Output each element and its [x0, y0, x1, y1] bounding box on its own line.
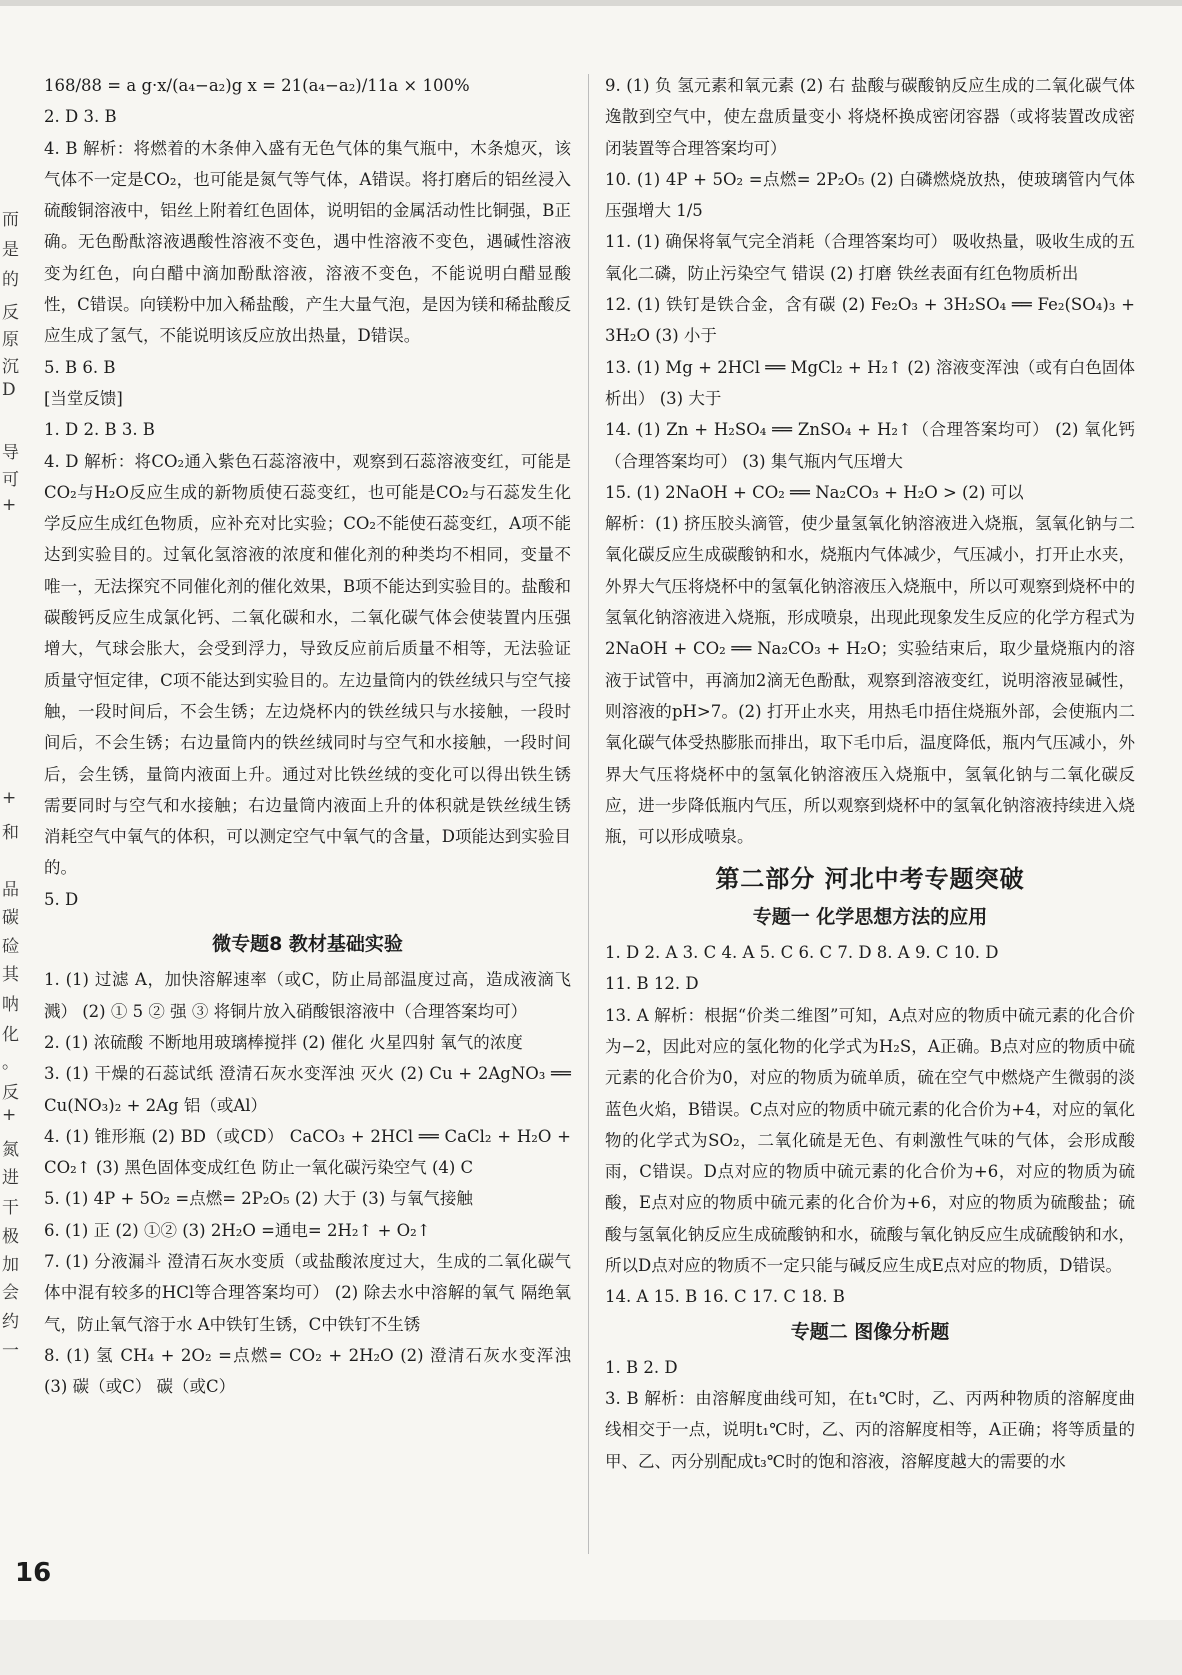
edge-char: 是 [2, 240, 19, 260]
edge-char: + [2, 1105, 17, 1125]
answer-paragraph: 9. (1) 负 氢元素和氧元素 (2) 右 盐酸与碳酸钠反应生成的二氧化碳气体逸散到空气中，使左盘质量变小 将烧杯换成密闭容器（或将装置改成密闭装置等合理答案均可） [605, 76, 1135, 158]
section-title: 微专题8 教材基础实验 [212, 933, 403, 956]
answer-line: 1. D 2. A 3. C 4. A 5. C 6. C 7. D 8. A 9. C 10. D [605, 943, 999, 963]
answer-paragraph: 12. (1) 铁钉是铁合金，含有碳 (2) Fe₂O₃ + 3H₂SO₄ ══ Fe₂(SO₄)₃ + 3H₂O (3) 小于 [605, 295, 1135, 346]
edge-char: 而 [2, 210, 19, 230]
answer-paragraph: 1. (1) 过滤 A，加快溶解速率（或C，防止局部温度过高，造成液滴飞溅） (2) ① 5 ② 强 ③ 将铜片放入硝酸银溶液中（合理答案均可） [44, 970, 571, 1021]
answer-line: 5. D [44, 889, 79, 909]
edge-char: 化 [2, 1025, 19, 1045]
answer-line: 1. D 2. B 3. B [44, 420, 155, 440]
answer-line: 5. B 6. B [44, 357, 116, 377]
answer-paragraph: 5. (1) 4P + 5O₂ =点燃= 2P₂O₅ (2) 大于 (3) 与氧气接触 [44, 1189, 473, 1209]
edge-char: 呐 [2, 995, 19, 1015]
left-column [44, 70, 571, 1402]
edge-char: 的 [2, 270, 19, 290]
answer-paragraph: 7. (1) 分液漏斗 澄清石灰水变质（或盐酸浓度过大，生成的二氧化碳气体中混有较多的HCl等合理答案均可） (2) 除去水中溶解的氧气 隔绝氧气，防止氧气溶于水 A中铁钉生锈，C中铁钉不生锈 [44, 1251, 571, 1334]
answer-line: 14. A 15. B 16. C 17. C 18. B [605, 1287, 845, 1307]
edge-char: 极 [2, 1227, 19, 1247]
edge-char: 品 [2, 880, 19, 900]
edge-char: 会 [2, 1283, 19, 1303]
answer-paragraph: 11. (1) 确保将氧气完全消耗（合理答案均可） 吸收热量，吸收生成的五氧化二磷，防止污染空气 错误 (2) 打磨 铁丝表面有红色物质析出 [605, 232, 1135, 283]
edge-char: 进 [2, 1168, 19, 1188]
edge-char: D [2, 380, 16, 400]
edge-char: 干 [2, 1198, 19, 1218]
answer-paragraph: 13. A 解析：根据“价类二维图”可知，A点对应的物质中硫元素的化合价为−2，因此对应的氢化物的化学式为H₂S，A正确。B点对应的物质中硫元素的化合价为0，对应的物质为硫单质，硫在空气中燃烧产生微弱的淡蓝色火焰，B错误。C点对应的物质中硫元素的化合价为+4，对应的氧化物的化学式为SO₂，二氧化硫是无色、有刺激性气味的气体，会形成酸雨，C错误。D点对应的物质中硫元素的化合价为+6，对应的物质为硫酸，E点对应的物质中硫元素的化合价为+6，对应的物质为硫酸盐；硫酸与氢氧化钠反应生成硫酸钠和水，硫酸与氧化钠反应生成硫酸钠和水，所以D点对应的物质不一定只能与碱反应生成E点对应的物质，D错误。 [605, 1005, 1135, 1275]
answer-paragraph: 2. (1) 浓硫酸 不断地用玻璃棒搅拌 (2) 催化 火星四射 氧气的浓度 [44, 1032, 523, 1052]
edge-char: 硷 [2, 937, 19, 957]
answer-paragraph: 6. (1) 正 (2) ①② (3) 2H₂O =通电= 2H₂↑ + O₂↑ [44, 1220, 431, 1240]
answer-paragraph: 10. (1) 4P + 5O₂ =点燃= 2P₂O₅ (2) 白磷燃烧放热，使玻璃管内气体压强增大 1/5 [605, 169, 1135, 221]
answer-paragraph: 15. (1) 2NaOH + CO₂ ══ Na₂CO₃ + H₂O > (2) 可以 [605, 482, 1024, 502]
edge-char: 其 [2, 965, 19, 985]
edge-char: 反 [2, 1083, 19, 1103]
edge-char: + [2, 495, 17, 515]
bottom-margin [0, 1620, 1182, 1675]
topic-title: 专题二 图像分析题 [790, 1320, 950, 1343]
answer-paragraph: 3. (1) 干燥的石蕊试纸 澄清石灰水变浑浊 灭火 (2) Cu + 2AgNO₃ ══ Cu(NO₃)₂ + 2Ag 铝（或Al） [44, 1064, 571, 1115]
edge-char: 导 [2, 443, 19, 463]
topic-title: 专题一 化学思想方法的应用 [752, 905, 988, 928]
page-number: 16 [15, 1558, 52, 1588]
column-divider [588, 74, 589, 1554]
edge-char: 。 [2, 1053, 19, 1073]
edge-char: 可 [2, 470, 19, 490]
edge-char: 原 [2, 330, 19, 350]
analysis-paragraph: 解析：(1) 挤压胶头滴管，使少量氢氧化钠溶液进入烧瓶，氢氧化钠与二氧化碳反应生成碳酸钠和水，烧瓶内气体减少，气压减小，打开止水夹，外界大气压将烧杯中的氢氧化钠溶液压入烧瓶中，所以可观察到烧杯中的氢氧化钠溶液进入烧瓶，形成喷泉，出现此现象发生反应的化学方程式为2NaOH + CO₂ ══ Na₂CO₃ + H₂O；实验结束后，取少量烧瓶内的溶液于试管中，再滴加2滴无色酚酞，观察到溶液变红，说明溶液显碱性，则溶液的pH>7。(2) 打开止水夹，用热毛巾捂住烧瓶外部，会使瓶内二氧化碳气体受热膨胀而排出，取下毛巾后，温度降低，瓶内气压减小，外界大气压将烧杯中的氢氧化钠溶液压入烧瓶中，氢氧化钠与二氧化碳反应，进一步降低瓶内气压，所以观察到烧杯中的氢氧化钠溶液持续进入烧瓶，可以形成喷泉。 [605, 514, 1135, 847]
edge-char: 约 [2, 1312, 19, 1332]
answer-line: 1. B 2. D [605, 1357, 678, 1377]
edge-char: 反 [2, 303, 19, 323]
top-border [0, 0, 1182, 6]
answer-paragraph: 4. D 解析：将CO₂通入紫色石蕊溶液中，观察到石蕊溶液变红，可能是CO₂与H₂O反应生成的新物质使石蕊变红，也可能是CO₂与石蕊发生化学反应生成红色物质，应补充对比实验；CO₂不能使石蕊变红，A项不能达到实验目的。过氧化氢溶液的浓度和催化剂的种类均不相同，变量不唯一，无法探究不同催化剂的催化效果，B项不能达到实验目的。盐酸和碳酸钙反应生成氯化钙、二氧化碳和水，二氧化碳气体会使装置内压强增大，气球会胀大，会受到浮力，导致反应前后质量不相等，无法验证质量守恒定律，C项不能达到实验目的。左边量筒内的铁丝绒只与空气接触，一段时间后，不会生锈；左边烧杯内的铁丝绒只与水接触，一段时间后，不会生锈；右边量筒内的铁丝绒同时与空气和水接触，一段时间后，会生锈，量筒内液面上升。通过对比铁丝绒的变化可以得出铁生锈需要同时与空气和水接触；右边量筒内液面上升的体积就是铁丝绒生锈消耗空气中氧气的体积，可以测定空气中氧气的含量，D项能达到实验目的。 [44, 451, 571, 878]
answer-line: 11. B 12. D [605, 974, 699, 994]
part-title: 第二部分 河北中考专题突破 [715, 865, 1025, 894]
answer-paragraph: 13. (1) Mg + 2HCl ══ MgCl₂ + H₂↑ (2) 溶液变浑浊（或有白色固体析出） (3) 大于 [605, 357, 1135, 408]
answer-paragraph: 14. (1) Zn + H₂SO₄ ══ ZnSO₄ + H₂↑（合理答案均可） (2) 氧化钙（合理答案均可） (3) 集气瓶内气压增大 [605, 420, 1135, 471]
left-edge-fragments [0, 60, 20, 1620]
answer-line: 2. D 3. B [44, 107, 117, 127]
answer-paragraph: 8. (1) 氢 CH₄ + 2O₂ =点燃= CO₂ + 2H₂O (2) 澄清石灰水变浑浊 (3) 碳（或C） 碳（或C） [44, 1345, 571, 1397]
feedback-title: [当堂反馈] [44, 388, 123, 408]
edge-char: 和 [2, 823, 19, 843]
edge-char: 加 [2, 1255, 19, 1275]
answer-paragraph: 4. B 解析：将燃着的木条伸入盛有无色气体的集气瓶中，木条熄灭，该气体不一定是CO₂，也可能是氮气等气体，A错误。将打磨后的铝丝浸入硫酸铜溶液中，铝丝上附着红色固体，说明铝的金属活动性比铜强，B正确。无色酚酞溶液遇酸性溶液不变色，遇中性溶液不变色，遇碱性溶液变为红色，向白醋中滴加酚酞溶液，溶液不变色，不能说明白醋显酸性，C错误。向镁粉中加入稀盐酸，产生大量气泡，是因为镁和稀盐酸反应生成了氢气，不能说明该反应放出热量，D错误。 [44, 138, 571, 346]
edge-char: 沉 [2, 357, 19, 377]
right-column [605, 70, 1135, 1477]
edge-char: 一 [2, 1341, 19, 1361]
formula-line: 168/88 = a g·x/(a₄−a₂)g x = 21(a₄−a₂)/11a × 100% [44, 76, 470, 95]
answer-paragraph: 4. (1) 锥形瓶 (2) BD（或CD） CaCO₃ + 2HCl ══ CaCl₂ + H₂O + CO₂↑ (3) 黑色固体变成红色 防止一氧化碳污染空气 (4) C [44, 1126, 571, 1178]
edge-char: 氮 [2, 1140, 19, 1160]
answer-paragraph: 3. B 解析：由溶解度曲线可知，在t₁℃时，乙、丙两种物质的溶解度曲线相交于一点，说明t₁℃时，乙、丙的溶解度相等，A正确；将等质量的甲、乙、丙分别配成t₃℃时的饱和溶液，溶解度越大的需要的水 [605, 1389, 1135, 1471]
edge-char: + [2, 788, 17, 808]
edge-char: 碳 [2, 908, 19, 928]
